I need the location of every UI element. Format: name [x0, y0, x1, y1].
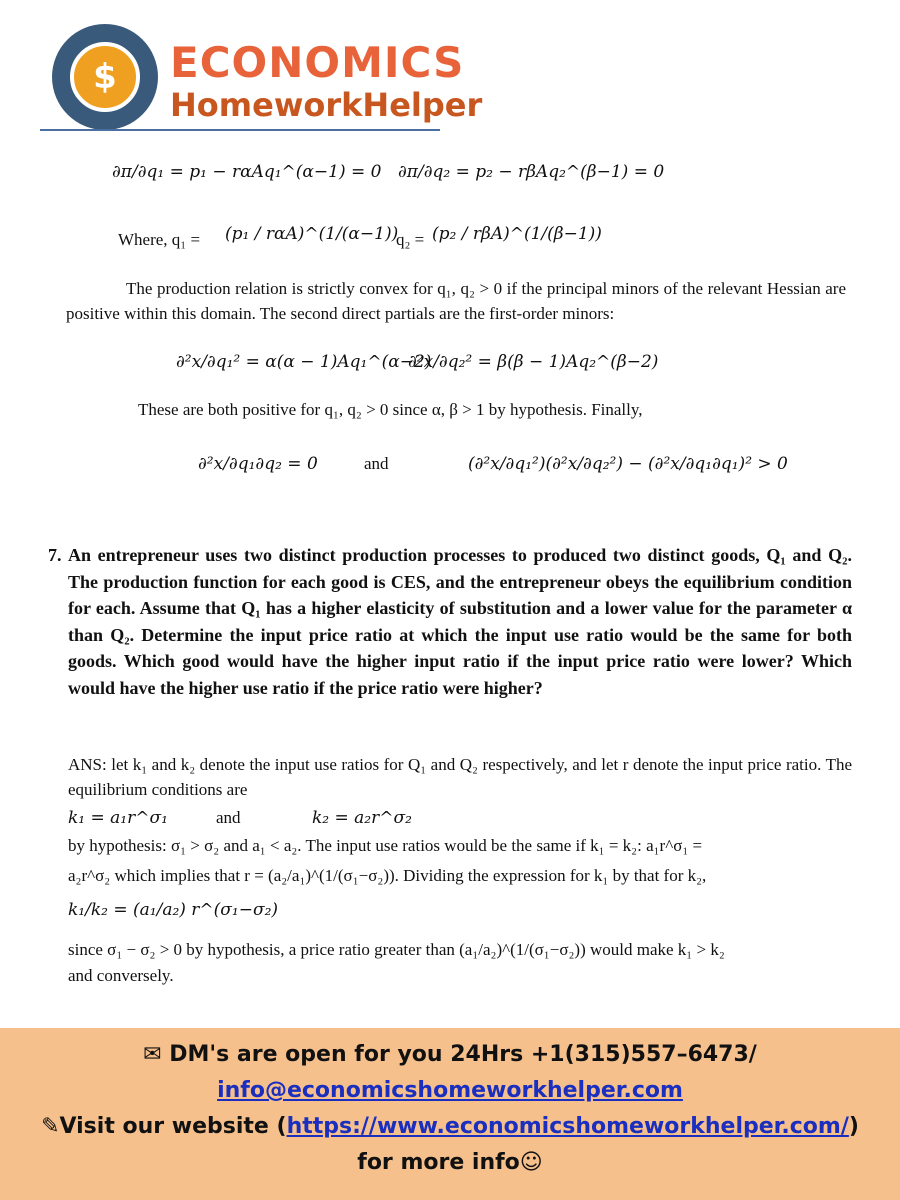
q2-solution: (p₂ / rβA)^(1/(β−1)): [432, 224, 602, 244]
hypothesis-line: by hypothesis: σ₁ > σ₂ and a₁ < a₂. The input use ratios would be the same if k₁ = k₂: a₁r^σ₁ =: [68, 836, 703, 855]
visit-line: [0, 1114, 900, 1139]
ratio-equation: k₁/k₂ = (a₁/a₂) r^(σ₁−σ₂): [68, 900, 279, 920]
logo-emblem: [52, 24, 158, 130]
k2-equation: k₂ = a₂r^σ₂: [312, 808, 412, 828]
convexity-paragraph: The production relation is strictly convex for q₁, q₂ > 0 if the principal minors of the relevant Hessian are positive within this domain. The second direct partials are the first-order minors:: [66, 279, 846, 323]
question-text: An entrepreneur uses two distinct production processes to produced two distinct goods, Q₁ and Q₂. The production function for each good is CES, and the entrepreneur obeys the equilibrium condition for each. Assume that Q₁ has a higher elasticity of substitution and a lower value for the parameter α than Q₂. Determine the input price ratio at which the input use ratio would be the same for both goods. Which good would have the higher input ratio if the input price ratio were lower? Which would have the higher use ratio if the price ratio were higher?: [68, 545, 852, 698]
second-partial-q2: ∂²x/∂q₂² = β(β − 1)Aq₂^(β−2): [408, 352, 659, 372]
pin-icon: ✎: [41, 1114, 60, 1139]
visit-label: Visit our website (: [59, 1114, 287, 1139]
k1-equation: k₁ = a₁r^σ₁: [68, 808, 168, 828]
foc-equation-2: ∂π/∂q₂ = p₂ − rβAq₂^(β−1) = 0: [398, 162, 665, 182]
foc-equation-1: ∂π/∂q₁ = p₁ − rαAq₁^(α−1) = 0: [112, 162, 382, 182]
answer-intro: ANS: let k₁ and k₂ denote the input use ratios for Q₁ and Q₂ respectively, and let r denote the input price ratio. The equilibrium conditions are: [68, 755, 852, 799]
visit-close: ): [848, 1114, 859, 1139]
logo-subtitle: HomeworkHelper: [170, 86, 483, 124]
where-label: Where, q₁ =: [118, 230, 201, 249]
dm-line: ✉ DM's are open for you 24Hrs +1(315)557–6473/: [143, 1042, 757, 1067]
since-line: since σ₁ − σ₂ > 0 by hypothesis, a price ratio greater than (a₁/a₂)^(1/(σ₁−σ₂)) would make k₁ > k₂: [68, 940, 725, 959]
website-link[interactable]: https://www.economicshomeworkhelper.com/: [286, 1114, 849, 1139]
question-7: [48, 542, 852, 701]
q2-label: q₂ =: [396, 230, 425, 249]
dollar-coin-icon: $: [70, 42, 140, 112]
second-partial-q1: ∂²x/∂q₁² = α(α − 1)Aq₁^(α−2): [176, 352, 432, 372]
implies-line: a₂r^σ₂ which implies that r = (a₂/a₁)^(1/(σ₁−σ₂)). Dividing the expression for k₁ by that for k₂,: [68, 866, 707, 885]
more-info-line: for more info☺: [357, 1150, 543, 1175]
header-divider: [40, 129, 440, 131]
q1-solution: (p₁ / rαA)^(1/(α−1)): [225, 224, 399, 244]
and-label: and: [364, 454, 389, 473]
logo: [52, 24, 483, 134]
answer-and-label: and: [216, 808, 241, 827]
logo-title: ECONOMICS: [170, 38, 465, 87]
email-link[interactable]: info@economicshomeworkhelper.com: [217, 1078, 683, 1103]
cross-partial: ∂²x/∂q₁∂q₂ = 0: [198, 454, 318, 474]
positive-statement: These are both positive for q₁, q₂ > 0 since α, β > 1 by hypothesis. Finally,: [138, 400, 643, 419]
question-number: 7.: [48, 545, 62, 565]
contact-footer: [0, 1028, 900, 1200]
conversely-line: and conversely.: [68, 966, 174, 985]
hessian-condition: (∂²x/∂q₁²)(∂²x/∂q₂²) − (∂²x/∂q₁∂q₁)² > 0: [468, 454, 788, 474]
